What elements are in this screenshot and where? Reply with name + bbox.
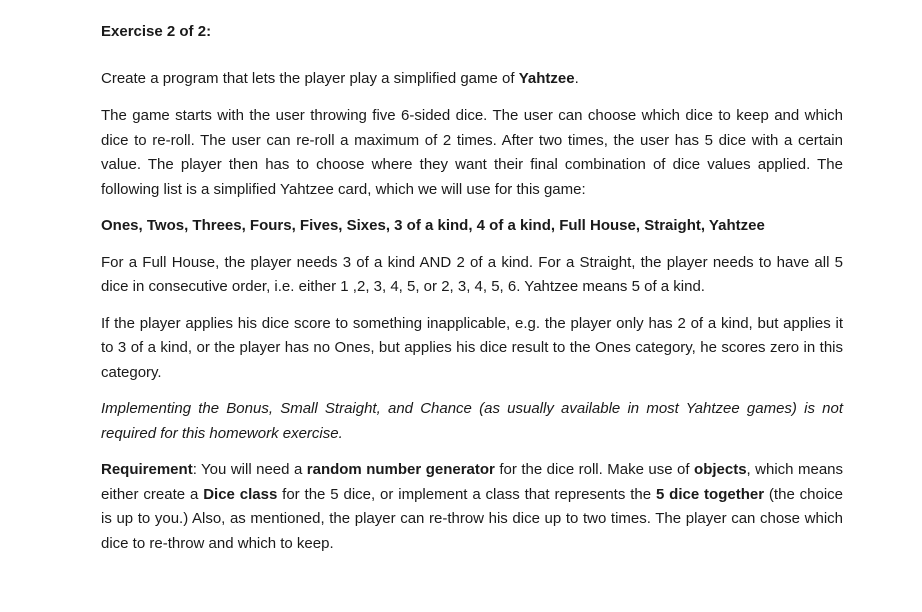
requirement-label: Requirement bbox=[101, 461, 193, 478]
requirement-text-4: for the 5 dice, or implement a class that represents the bbox=[277, 485, 656, 503]
requirement-text-5: (the choice is up to you.) Also, as mentioned, the player can re-throw his dice up to two times. The player can chose which dice to re-throw and which to keep. bbox=[101, 485, 844, 552]
dice-class-emphasis: Dice class bbox=[203, 485, 278, 503]
exercise-title: Exercise 2 of 2: bbox=[101, 23, 212, 40]
intro-text: Create a program that lets the player play a simplified game of bbox=[101, 69, 519, 87]
requirement-paragraph bbox=[101, 458, 843, 556]
zero-score-paragraph: If the player applies his dice score to something inapplicable, e.g. the player only has 2 of a kind, but applies it to 3 of a kind, or the player has no Ones, but applies his dice result to the Ones category, he scores zero in this category. bbox=[101, 314, 843, 381]
not-required-note: Implementing the Bonus, Small Straight, and Chance (as usually available in most Yahtzee games) is not required for this homework exercise. bbox=[101, 400, 843, 442]
rng-emphasis: random number generator bbox=[306, 461, 495, 478]
requirement-text-2: for the dice roll. Make use of bbox=[494, 461, 695, 478]
document-page bbox=[101, 20, 843, 568]
yahtzee-emphasis: Yahtzee bbox=[518, 69, 575, 87]
objects-emphasis: objects bbox=[694, 461, 747, 478]
combinations-paragraph: For a Full House, the player needs 3 of a kind AND 2 of a kind. For a Straight, the player needs to have all 5 dice in consecutive order, i.e. either 1 ,2, 3, 4, 5, or 2, 3, 4, 5, 6. Yahtzee means 5 of a kind. bbox=[101, 253, 843, 295]
rules-paragraph: The game starts with the user throwing five 6-sided dice. The user can choose which dice to keep and which dice to re-roll. The user can re-roll a maximum of 2 times. After two times, the user has 5 dice with a certain value. The player then has to choose where they want their final combination of dice values applied. The following list is a simplified Yahtzee card, which we will use for this game: bbox=[101, 107, 843, 198]
intro-period: . bbox=[574, 69, 579, 87]
requirement-text-3: , which means either create a bbox=[101, 461, 844, 503]
category-list: Ones, Twos, Threes, Fours, Fives, Sixes, 3 of a kind, 4 of a kind, Full House, Straight, Yahtzee bbox=[101, 217, 765, 234]
intro-paragraph bbox=[101, 67, 843, 92]
requirement-text-1: : You will need a bbox=[192, 461, 307, 478]
dice-together-emphasis: 5 dice together bbox=[655, 485, 765, 503]
